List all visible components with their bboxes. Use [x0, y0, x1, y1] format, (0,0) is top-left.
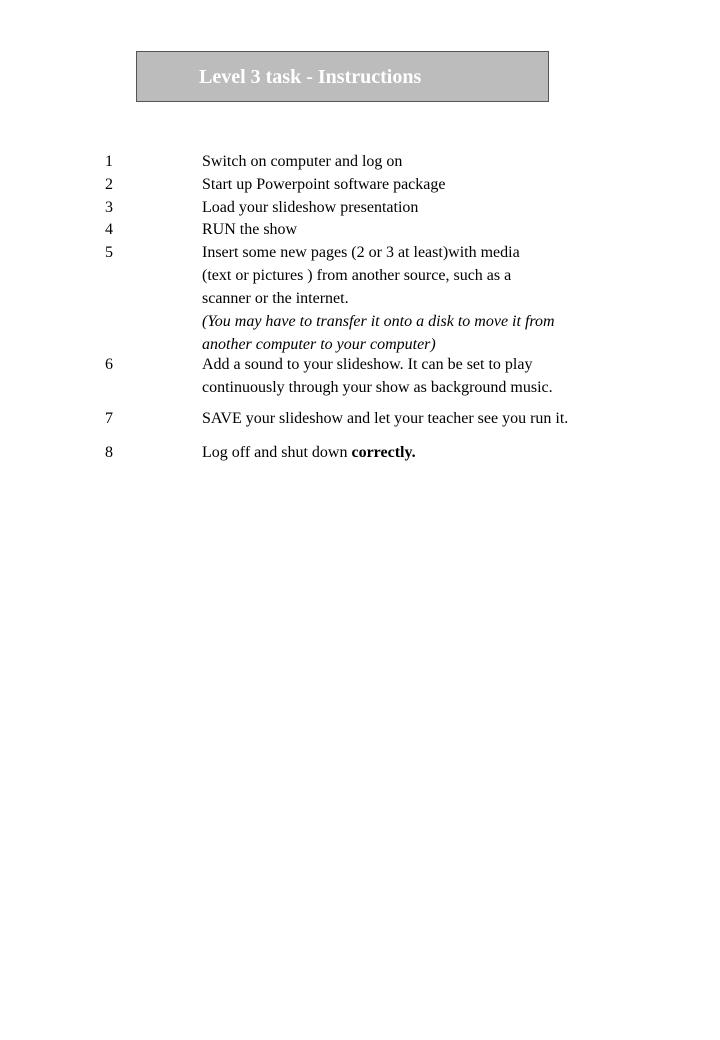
step-line: (text or pictures ) from another source, such as a	[202, 267, 512, 284]
step-note: another computer to your computer)	[202, 336, 436, 353]
step-line: Load your slideshow presentation	[202, 199, 419, 216]
step-line: continuously through your show as background music.	[202, 379, 553, 396]
step-text	[202, 173, 662, 196]
step-note: (You may have to transfer it onto a disk to move it from	[202, 313, 555, 330]
step-line: scanner or the internet.	[202, 290, 349, 307]
step-line: SAVE your slideshow and let your teacher see you run it.	[202, 410, 569, 427]
step-line	[202, 441, 662, 464]
step-number: 1	[105, 153, 113, 170]
step-number: 5	[105, 244, 113, 261]
step-line: RUN the show	[202, 221, 298, 238]
step-text	[202, 196, 662, 219]
step-text	[202, 353, 662, 399]
step-text	[202, 150, 662, 173]
step-text	[202, 407, 662, 430]
step-number: 6	[105, 356, 113, 373]
step-text	[202, 441, 662, 464]
step-line: Add a sound to your slideshow. It can be set to play	[202, 356, 533, 373]
step-number: 8	[105, 444, 113, 461]
step-number: 7	[105, 410, 113, 427]
step-text	[202, 218, 662, 241]
page-title: Level 3 task - Instructions	[199, 66, 422, 88]
step-line: Switch on computer and log on	[202, 153, 403, 170]
title-banner	[136, 51, 549, 102]
step-line: Insert some new pages (2 or 3 at least)with media	[202, 244, 520, 261]
step-number: 4	[105, 221, 113, 238]
step-number: 3	[105, 199, 113, 216]
step-number: 2	[105, 176, 113, 193]
step-line: Start up Powerpoint software package	[202, 176, 446, 193]
step-text-prefix: Log off and shut down	[202, 444, 352, 461]
step-text	[202, 241, 662, 356]
step-text-emphasis: correctly.	[351, 444, 416, 461]
